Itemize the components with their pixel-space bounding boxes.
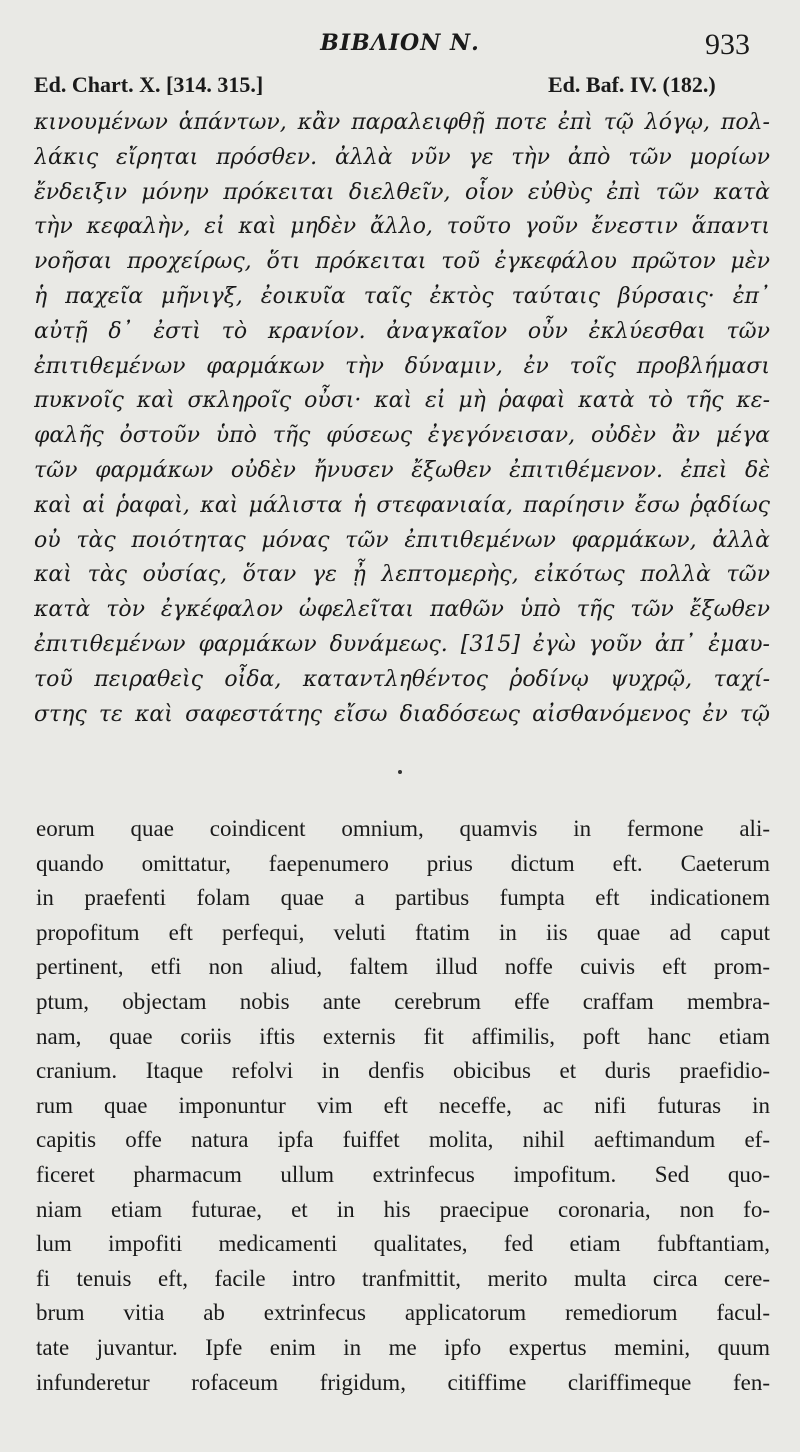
greek-text-line: φαλῆς ὀστοῦν ὑπὸ τῆς φύσεως ἐγεγόνεισαν, οὐδὲν ἂν μέγα (34, 423, 770, 449)
latin-text-line: ficeret pharmacum ullum extrinfecus impofitum. Sed quo- (36, 1161, 770, 1187)
latin-text-line: brum vitia ab extrinfecus applicatorum remediorum facul- (36, 1300, 770, 1326)
greek-text-line: λάκις εἴρηται πρόσθεν. ἀλλὰ νῦν γε τὴν ἀπὸ τῶν μορίων (34, 144, 770, 170)
edition-reference-left: Ed. Chart. X. [314. 315.] (34, 72, 264, 97)
latin-text-line: capitis offe natura ipfa fuiffet molita, nihil aeftimandum ef- (36, 1127, 770, 1153)
greek-text-line: πυκνοῖς καὶ σκληροῖς οὖσι· καὶ εἰ μὴ ῥαφαὶ κατὰ τὸ τῆς κε- (34, 388, 770, 414)
latin-text-line: infunderetur rofaceum frigidum, citiffime clariffimeque fen- (36, 1369, 770, 1395)
separator-dot (398, 770, 402, 774)
latin-text-line: lum impofiti medicamenti qualitates, fed etiam fubftantiam, (36, 1231, 770, 1257)
greek-text-line: στης τε καὶ σαφεστάτης εἴσω διαδόσεως αἰσθανόμενος ἐν τῷ (34, 701, 770, 727)
greek-text-line: αὐτῇ δ᾽ ἐστὶ τὸ κρανίον. ἀναγκαῖον οὖν ἐκλύεσθαι τῶν (34, 318, 770, 344)
greek-text-line: ἐπιτιθεμένων φαρμάκων τὴν δύναμιν, ἐν τοῖς προβλήμασι (34, 353, 770, 379)
latin-text-line: nam, quae coriis iftis externis fit affimilis, poft hanc etiam (36, 1023, 770, 1049)
greek-text-line: τὴν κεφαλὴν, εἰ καὶ μηδὲν ἄλλο, τοῦτο γοῦν ἔνεστιν ἅπαντι (34, 214, 770, 240)
greek-text-line: ἡ παχεῖα μῆνιγξ, ἐοικυῖα ταῖς ἐκτὸς ταύταις βύρσαις· ἐπ᾽ (34, 283, 770, 309)
running-title: BIBΛΙΟΝ Ν. (320, 30, 480, 56)
greek-text-line: κατὰ τὸν ἐγκέφαλον ὠφελεῖται παθῶν ὑπὸ τῆς τῶν ἔξωθεν (34, 597, 770, 623)
greek-text-line: ἔνδειξιν μόνην πρόκειται διελθεῖν, οἷον εὐθὺς ἐπὶ τῶν κατὰ (34, 179, 770, 205)
page-number: 933 (705, 28, 750, 61)
latin-text-line: cranium. Itaque refolvi in denfis obicibus et duris praefidio- (36, 1058, 770, 1084)
greek-text-line: οὐ τὰς ποιότητας μόνας τῶν ἐπιτιθεμένων φαρμάκων, ἀλλὰ (34, 527, 770, 553)
latin-text-line: eorum quae coindicent omnium, quamvis in fermone ali- (36, 816, 770, 841)
greek-text-line: καὶ τὰς οὐσίας, ὅταν γε ᾖ λεπτομερὴς, εἰκότως πολλὰ τῶν (34, 562, 770, 588)
greek-text-line: τῶν φαρμάκων οὐδὲν ἤνυσεν ἔξωθεν ἐπιτιθέμενον. ἐπεὶ δὲ (34, 457, 770, 483)
greek-text-line: νοῆσαι προχείρως, ὅτι πρόκειται τοῦ ἐγκεφάλου πρῶτον μὲν (34, 249, 770, 275)
latin-text-line: propofitum eft perfequi, veluti ftatim in iis quae ad caput (36, 919, 770, 945)
latin-text-line: ptum, objectam nobis ante cerebrum effe craffam membra- (36, 988, 770, 1014)
latin-text-line: in praefenti folam quae a partibus fumpta eft indicationem (36, 885, 770, 911)
latin-text-line: rum quae imponuntur vim eft neceffe, ac nifi futuras in (36, 1092, 770, 1118)
greek-text-block (34, 106, 770, 732)
latin-text-line: tate juvantur. Ipfe enim in me ipfo expertus memini, quum (36, 1334, 770, 1360)
latin-text-line: pertinent, etfi non aliud, faltem illud noffe cuivis eft prom- (36, 954, 770, 980)
greek-text-line: ἐπιτιθεμένων φαρμάκων δυνάμεως. [315] ἐγὼ γοῦν ἀπ᾽ ἐμαυ- (34, 631, 770, 657)
greek-text-line: τοῦ πειραθεὶς οἶδα, καταντληθέντος ῥοδίνῳ ψυχρῷ, ταχί- (34, 666, 770, 692)
latin-text-line: niam etiam futurae, et in his praecipue coronaria, non fo- (36, 1196, 770, 1222)
greek-text-line: καὶ αἱ ῥαφαὶ, καὶ μάλιστα ἡ στεφανιαία, παρίησιν ἔσω ῥᾳδίως (34, 492, 770, 518)
latin-text-block (36, 812, 770, 1400)
latin-text-line: fi tenuis eft, facile intro tranfmittit, merito multa circa cere- (36, 1265, 770, 1291)
edition-reference-right: Ed. Baf. IV. (182.) (548, 72, 716, 97)
latin-text-line: quando omittatur, faepenumero prius dictum eft. Caeterum (36, 850, 770, 876)
greek-text-line: κινουμένων ἁπάντων, κἂν παραλειφθῇ ποτε ἐπὶ τῷ λόγῳ, πολ- (34, 110, 770, 135)
